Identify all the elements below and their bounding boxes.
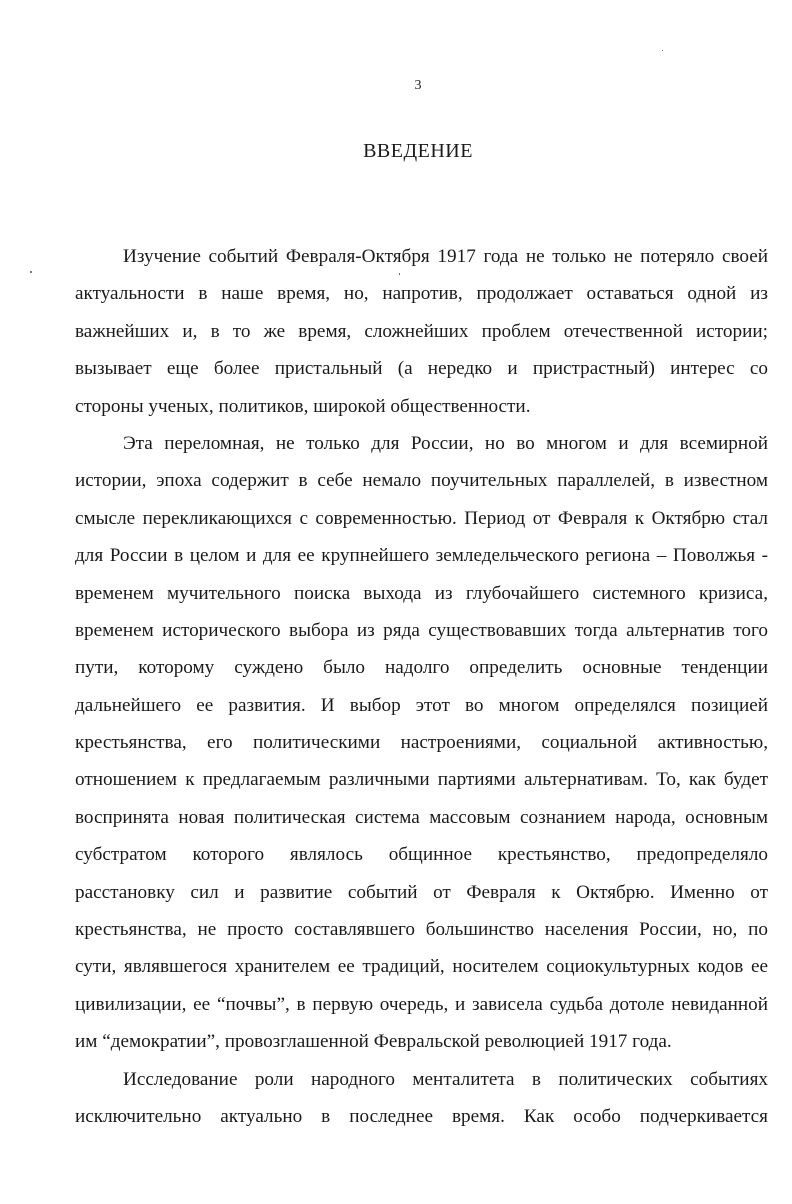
text-line: воспринята новая политическая система массовым сознанием народа, основным bbox=[75, 806, 768, 828]
text-line: дальнейшего ее развития. И выбор этот во многом определялся позицией bbox=[75, 694, 768, 716]
scan-speck bbox=[30, 271, 32, 273]
text-line: истории, эпоха содержит в себе немало поучительных параллелей, в известном bbox=[75, 470, 768, 492]
text-line: Изучение событий Февраля-Октября 1917 года не только не потеряло своей bbox=[123, 246, 768, 267]
text-line: цивилизации, ее “почвы”, в первую очередь, и зависела судьба дотоле невиданной bbox=[75, 993, 768, 1015]
scan-speck bbox=[662, 50, 663, 51]
text-line: субстратом которого являлось общинное крестьянство, предопределяло bbox=[75, 844, 768, 866]
paragraph bbox=[75, 238, 768, 425]
text-line: отношением к предлагаемым различными партиями альтернативам. То, как будет bbox=[75, 769, 768, 791]
text-line: актуальности в наше время, но, напротив, продолжает оставаться одной из bbox=[75, 283, 768, 305]
text-line: им “демократии”, провозглашенной Февральской революцией 1917 года. bbox=[75, 1031, 672, 1053]
text-line: исключительно актуально в последнее время. Как особо подчеркивается bbox=[75, 1105, 768, 1127]
page-number: 3 bbox=[414, 78, 422, 93]
text-line: сути, являвшегося хранителем ее традиций, носителем социокультурных кодов ее bbox=[75, 956, 768, 978]
text-line: временем мучительного поиска выхода из глубочайшего системного кризиса, bbox=[75, 582, 768, 604]
text-line: важнейших и, в то же время, сложнейших проблем отечественной истории; bbox=[75, 320, 768, 342]
paragraph bbox=[75, 1061, 768, 1136]
text-line: для России в целом и для ее крупнейшего земледельческого региона – Поволжья - bbox=[75, 545, 768, 567]
text-line: временем исторического выбора из ряда существовавших тогда альтернатив того bbox=[75, 619, 768, 641]
text-line: Эта переломная, не только для России, но во многом и для всемирной bbox=[123, 432, 768, 454]
text-line: расстановку сил и развитие событий от Февраля к Октябрю. Именно от bbox=[75, 881, 768, 903]
text-line: стороны ученых, политиков, широкой общественности. bbox=[75, 395, 531, 417]
text-line: пути, которому суждено было надолго определить основные тенденции bbox=[75, 657, 768, 679]
text-line: крестьянства, не просто составлявшего большинство населения России, но, по bbox=[75, 919, 768, 941]
scan-speck bbox=[399, 273, 400, 275]
text-line: вызывает еще более пристальный (а нередко и пристрастный) интерес со bbox=[75, 358, 768, 380]
paragraph bbox=[75, 425, 768, 1061]
text-line: смысле перекликающихся с современностью. Период от Февраля к Октябрю стал bbox=[75, 507, 768, 529]
section-title: ВВЕДЕНИЕ bbox=[363, 140, 473, 162]
document-body bbox=[75, 238, 768, 1135]
text-line: Исследование роли народного менталитета в политических событиях bbox=[123, 1068, 768, 1090]
text-line: крестьянства, его политическими настроениями, социальной активностью, bbox=[75, 732, 768, 754]
